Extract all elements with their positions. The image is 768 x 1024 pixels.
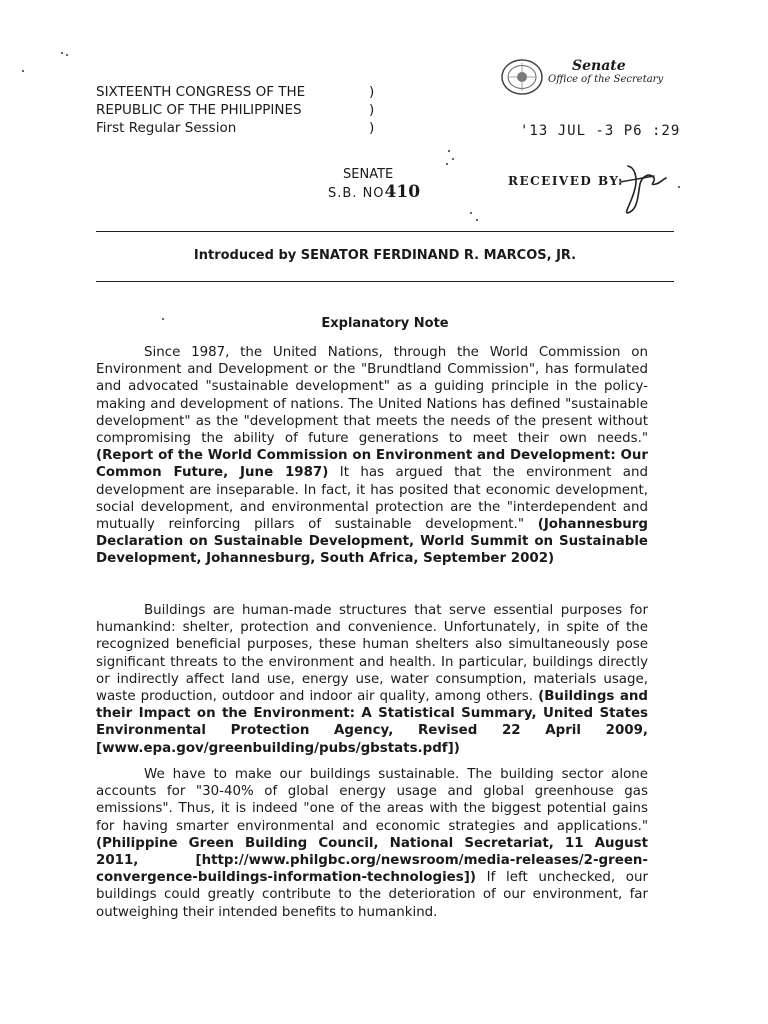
caption-line-2: REPUBLIC OF THE PHILIPPINES [96, 102, 302, 118]
paragraph-1 [96, 344, 648, 568]
paragraph-2 [96, 602, 648, 757]
explanatory-note-title: Explanatory Note [321, 316, 449, 331]
scan-speck [162, 318, 164, 320]
scan-speck [446, 163, 448, 165]
header-divider-bottom [96, 281, 674, 282]
caption-brackets: ) ) ) [369, 84, 375, 136]
senate-label: SENATE [343, 167, 394, 182]
paragraph-3 [96, 766, 648, 921]
scan-speck [470, 212, 472, 214]
bill-number-line [328, 182, 420, 202]
stamp-office-subtitle: Office of the Secretary [548, 74, 664, 85]
signature-icon [610, 162, 670, 220]
caption-line-1: SIXTEENTH CONGRESS OF THE [96, 84, 306, 100]
bill-number: 410 [384, 182, 421, 202]
introduced-by: Introduced by SENATOR FERDINAND R. MARCOS, JR. [193, 248, 577, 263]
senate-stamp-title [548, 60, 663, 86]
bill-prefix: S.B. NO [328, 186, 385, 201]
p1-citation-2: (Johannesburg Declaration on Sustainable Development, World Summit on Sustainable Development, Johannesburg, South Africa, September 2002) [96, 517, 648, 567]
p3-citation: (Philippine Green Building Council, National Secretariat, 11 August 2011, [http://www.philgbc.org/newsroom/media-releases/2-green-convergence-buildings-information-technologies]) [96, 835, 648, 886]
scan-speck [448, 150, 450, 152]
received-by-stamp: RECEIVED BY: [508, 174, 624, 188]
p1-text-c: It has argued that the environment and development are inseparable. In fact, it has posited that economic development, social development, and environmental protection are the "interdependent and mutually reinforcing pillars of sustainable development." [96, 465, 649, 533]
scan-speck [22, 70, 24, 72]
p3-text-a: We have to make our buildings sustainable. The building sector alone accounts for "30-40% of global energy usage and global greenhouse gas emissions". Thus, it is indeed "one of the areas with the biggest potential gains for having smarter environmental and economic strategies and applications." [96, 767, 648, 834]
p1-citation-1: (Report of the World Commission on Environment and Development: Our Common Future, June 1987) [96, 448, 648, 481]
congress-caption [96, 83, 305, 137]
scan-speck [66, 54, 68, 56]
scan-speck [61, 52, 63, 54]
p1-text-a: Since 1987, the United Nations, through the World Commission on Environment and Development or the "Brundtland Commission", has formulated and advocated "sustainable development" as a guiding principle in the policy-making and development of nations. The United Nations has defined "sustainable development" as the "development that meets the needs of the present without compromising the ability of future generations to meet their own needs." [96, 345, 648, 447]
p3-text-c: If left unchecked, our buildings could greatly contribute to the deterioration of our environment, far outweighing their intended benefits to humankind. [96, 870, 648, 920]
stamp-date: '13 JUL -3 P6 :29 [520, 123, 681, 139]
header-divider-top [96, 231, 674, 232]
scan-speck [452, 158, 454, 160]
caption-line-3: First Regular Session [96, 120, 237, 136]
p2-citation: (Buildings and their Impact on the Environment: A Statistical Summary, United States Environmental Protection Agency, Revised 22 April 2009, [www.epa.gov/greenbuilding/pubs/gbstats.pdf]) [96, 689, 648, 756]
stamp-senate-title: Senate [572, 58, 626, 74]
p2-text-a: Buildings are human-made structures that serve essential purposes for humankind: shelter, protection and convenience. Unfortunately, in spite of the recognized beneficial purposes, these human shelters also simultaneously pose significant threats to the environment and health. In particular, buildings directly or indirectly affect land use, energy use, water consumption, materials usage, waste production, outdoor and indoor air quality, among others. [96, 603, 648, 705]
senate-seal-icon [499, 58, 545, 96]
scan-speck [476, 219, 478, 221]
scan-speck [678, 186, 680, 188]
